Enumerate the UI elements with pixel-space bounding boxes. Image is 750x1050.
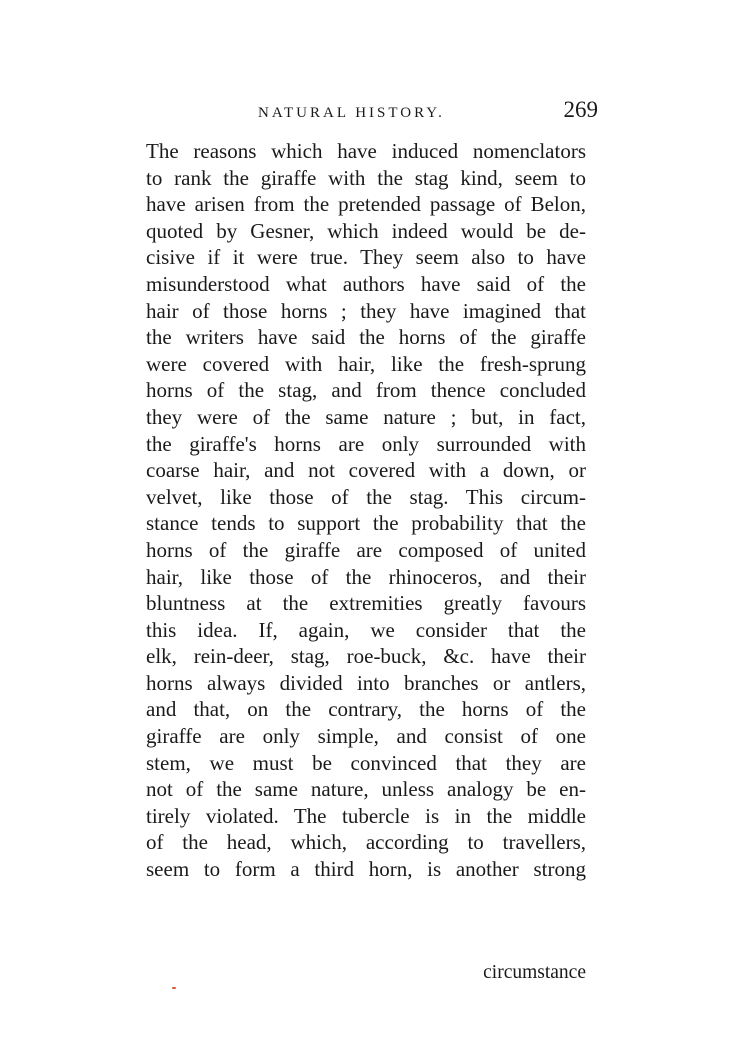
text-line: tirely violated. The tubercle is in the middle bbox=[146, 803, 586, 828]
text-line: giraffe are only simple, and consist of one bbox=[146, 724, 586, 749]
text-line: not of the same nature, unless analogy be en- bbox=[146, 777, 586, 802]
text-line: hair of those horns ; they have imagined that bbox=[146, 298, 586, 323]
text-line: cisive if it were true. They seem also to have bbox=[146, 245, 586, 270]
text-line: elk, rein-deer, stag, roe-buck, &c. have their bbox=[146, 644, 586, 669]
text-line: the giraffe's horns are only surrounded with bbox=[146, 431, 586, 456]
text-line: velvet, like those of the stag. This circum- bbox=[146, 484, 586, 509]
text-line: quoted by Gesner, which indeed would be de- bbox=[146, 218, 586, 243]
text-line: stem, we must be convinced that they are bbox=[146, 750, 586, 775]
text-line: seem to form a third horn, is another strong bbox=[146, 857, 586, 882]
text-line: hair, like those of the rhinoceros, and their bbox=[146, 564, 586, 589]
text-line: and that, on the contrary, the horns of the bbox=[146, 697, 586, 722]
text-line: horns always divided into branches or antlers, bbox=[146, 670, 586, 695]
text-line: misunderstood what authors have said of the bbox=[146, 271, 586, 296]
text-line: to rank the giraffe with the stag kind, seem to bbox=[146, 165, 586, 190]
text-line: horns of the stag, and from thence concluded bbox=[146, 378, 586, 403]
text-line: horns of the giraffe are composed of united bbox=[146, 537, 586, 562]
text-line: they were of the same nature ; but, in fact, bbox=[146, 404, 586, 429]
text-line: have arisen from the pretended passage of Belon, bbox=[146, 192, 586, 217]
body-text bbox=[146, 138, 586, 883]
text-line: of the head, which, according to travellers, bbox=[146, 830, 586, 855]
catchword: circumstance bbox=[483, 962, 586, 983]
text-line: were covered with hair, like the fresh-sprung bbox=[146, 351, 586, 376]
text-line: bluntness at the extremities greatly favours bbox=[146, 591, 586, 616]
text-line: The reasons which have induced nomenclators bbox=[146, 139, 586, 163]
page-number: 269 bbox=[563, 97, 598, 122]
text-line: the writers have said the horns of the giraffe bbox=[146, 325, 586, 350]
text-line: stance tends to support the probability that the bbox=[146, 511, 586, 536]
text-line: coarse hair, and not covered with a down, or bbox=[146, 458, 586, 483]
ink-speck bbox=[172, 987, 176, 989]
running-title: NATURAL HISTORY. bbox=[258, 105, 445, 121]
running-head bbox=[258, 97, 598, 129]
text-line: this idea. If, again, we consider that the bbox=[146, 617, 586, 642]
